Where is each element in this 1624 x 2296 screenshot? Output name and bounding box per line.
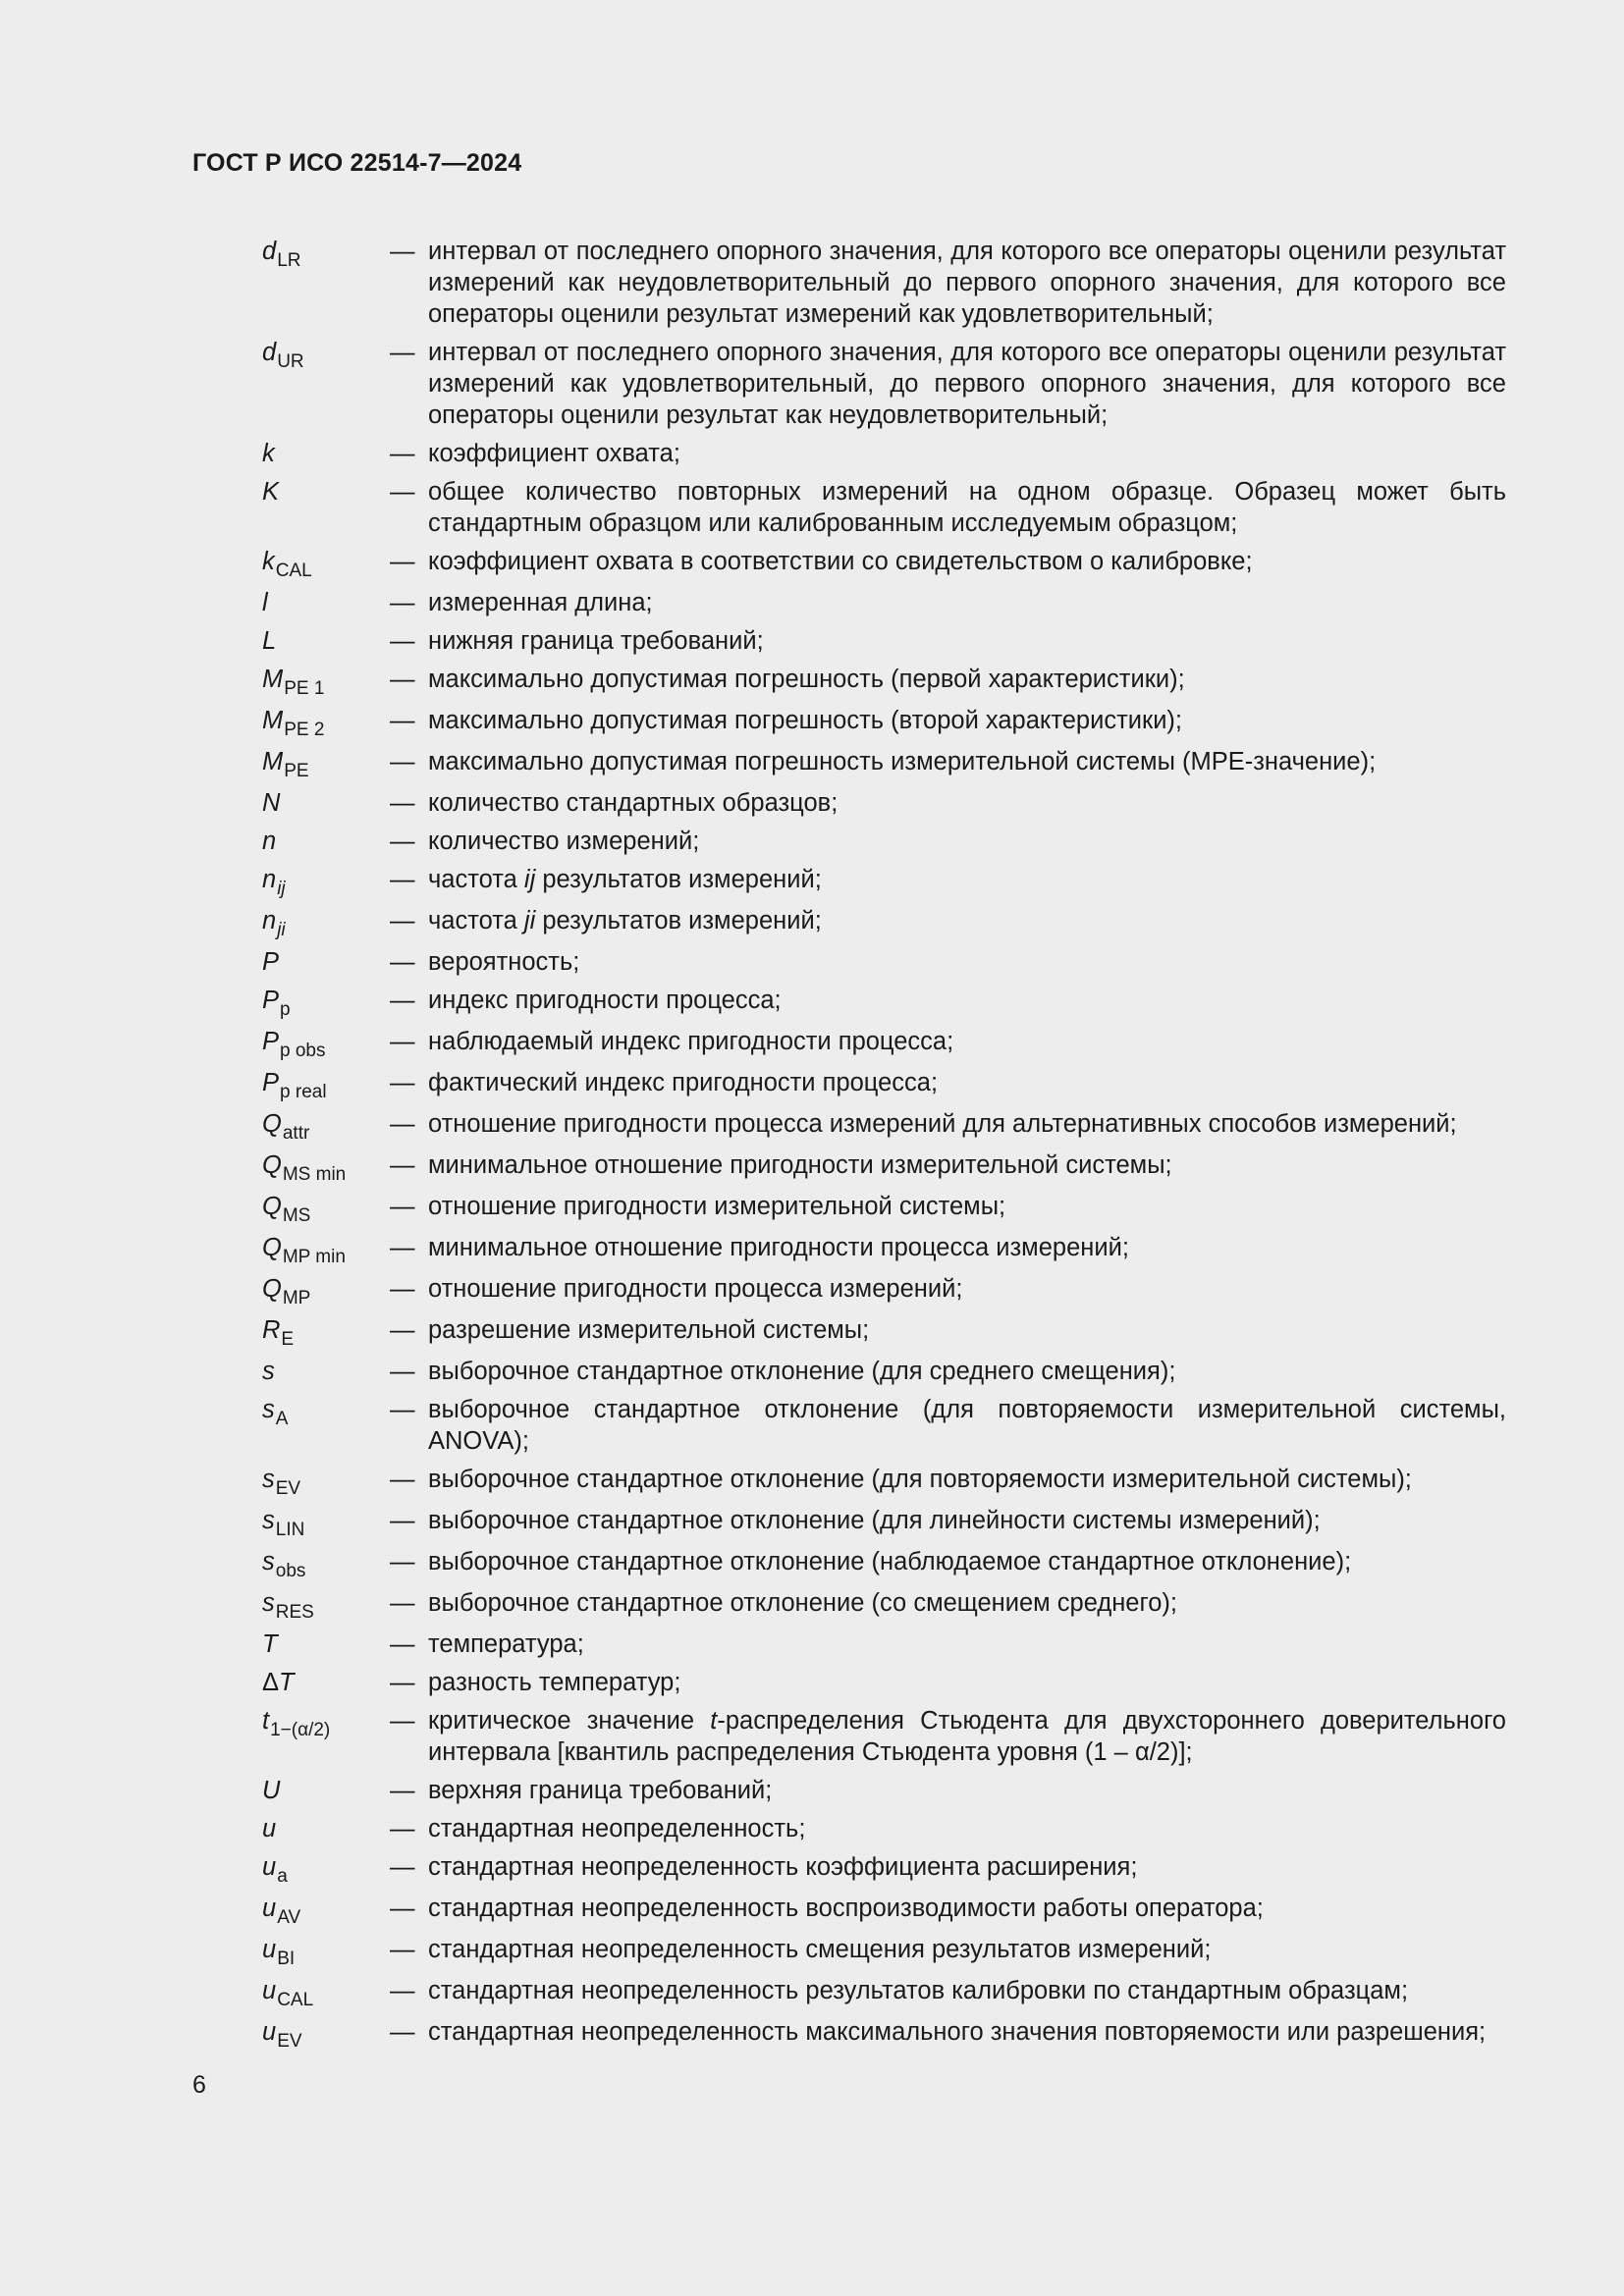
definition-row [262,1546,1506,1580]
definition-row [262,587,1506,618]
symbol-subscript: 1−(α/2) [270,1720,331,1740]
definition-row [262,1394,1506,1457]
definition-text: разрешение измерительной системы; [428,1316,870,1344]
definition-symbol: $s_{obs}$ [262,1548,306,1581]
symbol-subscript: MP min [282,1247,346,1267]
definition-row [262,1975,1506,2009]
page-header: ГОСТ Р ИСО 22514-7—2024 [192,149,522,177]
definition-text: отношение пригодности измерительной системы; [428,1193,1006,1220]
definition-text: измеренная длина; [428,589,653,616]
em-dash: — [390,1630,415,1658]
definition-symbol: $u_{AV}$ [262,1895,301,1928]
symbol-subscript: RES [275,1602,314,1623]
page-number: 6 [192,2071,206,2099]
em-dash: — [390,1151,415,1179]
em-dash: — [390,1669,415,1696]
definition-row [262,438,1506,469]
definition-text: минимальное отношение пригодности измерительной системы; [428,1151,1172,1179]
em-dash: — [390,1358,415,1385]
definition-symbol: $s_A$ [262,1396,289,1429]
definition-row [262,1851,1506,1886]
definition-text: интервал от последнего опорного значения, для которого все операторы оценили результат измерений как неудовлетворительный до первого опорного значения, для которого все операторы оценили результат измерений как удовлетворительный; [428,238,1506,328]
definition-text: верхняя граница требований; [428,1777,773,1804]
definition-symbol: U [262,1777,281,1804]
em-dash: — [390,1028,415,1055]
symbol-subscript: AV [277,1907,301,1928]
definition-text: выборочное стандартное отклонение (для повторяемости измерительной системы); [428,1466,1412,1493]
em-dash: — [390,1777,415,1804]
definition-row [262,985,1506,1019]
definition-text: температура; [428,1630,584,1658]
definition-symbol: u [262,1815,277,1842]
em-dash: — [390,1815,415,1842]
em-dash: — [390,1977,415,2004]
definition-row [262,746,1506,780]
em-dash: — [390,1275,415,1303]
definition-symbol: k [262,440,275,467]
symbol-subscript: LIN [275,1520,305,1540]
definition-text: максимально допустимая погрешность измерительной системы (MPE-значение); [428,748,1377,775]
symbol-subscript: A [275,1409,289,1429]
em-dash: — [390,1396,415,1423]
em-dash: — [390,1507,415,1534]
em-dash: — [390,589,415,616]
em-dash: — [390,2018,415,2046]
definition-row [262,1934,1506,1968]
em-dash: — [390,948,415,976]
definition-row [262,1813,1506,1844]
definition-symbol: $Q_{MP}$ [262,1275,311,1308]
definition-symbol: $M_{PE}$ [262,748,309,781]
definition-row [262,905,1506,939]
definition-symbol: $s_{RES}$ [262,1589,314,1623]
symbol-subscript: EV [277,2031,302,2052]
definition-text: разность температур; [428,1669,681,1696]
definition-row [262,946,1506,978]
symbol-subscript: UR [277,351,304,372]
definition-symbol: $Q_{MS min}$ [262,1151,347,1185]
definition-symbol: $M_{PE 1}$ [262,666,325,699]
definition-symbol: $s_{LIN}$ [262,1507,305,1540]
definition-row [262,1191,1506,1225]
definition-text: отношение пригодности процесса измерений; [428,1275,963,1303]
definition-row [262,1108,1506,1143]
definition-row [262,1464,1506,1498]
definition-row [262,1356,1506,1387]
definition-row [262,1667,1506,1698]
em-dash: — [390,1110,415,1138]
em-dash: — [390,789,415,817]
symbol-subscript: CAL [277,1990,314,2010]
definition-text: индекс пригодности процесса; [428,987,782,1014]
definition-text: максимально допустимая погрешность (первой характеристики); [428,666,1185,693]
definition-row [262,337,1506,431]
em-dash: — [390,238,415,265]
definition-text: стандартная неопределенность результатов калибровки по стандартным образцам; [428,1977,1409,2004]
definition-text: интервал от последнего опорного значения, для которого все операторы оценили результат измерений как удовлетворительный, до первого опорного значения, для которого все операторы оценили результат как неудовлетворительный; [428,339,1506,429]
definition-row [262,546,1506,580]
definition-symbol: $n_{ij}$ [262,866,286,899]
definition-text: коэффициент охвата; [428,440,680,467]
symbol-subscript: obs [275,1561,306,1581]
symbol-subscript: attr [282,1123,310,1144]
em-dash: — [390,627,415,655]
symbol-subscript: MS min [282,1164,347,1185]
definition-text: стандартная неопределенность коэффициента расширения; [428,1853,1138,1881]
definition-symbol: $P_p$ [262,987,291,1020]
definition-symbol: $n_{ji}$ [262,907,286,940]
definition-row [262,1705,1506,1768]
definition-symbol: $d_{UR}$ [262,339,304,372]
symbol-subscript: PE [284,761,309,781]
definition-row [262,1149,1506,1184]
definition-row [262,625,1506,657]
em-dash: — [390,1316,415,1344]
definition-row [262,826,1506,857]
em-dash: — [390,866,415,893]
definition-symbol: $d_{LR}$ [262,238,301,271]
definition-row [262,705,1506,739]
symbol-subscript: PE 1 [284,678,325,699]
em-dash: — [390,1936,415,1963]
symbol-subscript: p [280,999,291,1020]
definition-row [262,664,1506,698]
definition-symbol: N [262,789,281,817]
definition-symbol: $R_E$ [262,1316,295,1350]
definition-text: наблюдаемый индекс пригодности процесса; [428,1028,954,1055]
definition-row [262,1273,1506,1308]
definition-text: отношение пригодности процесса измерений для альтернативных способов измерений; [428,1110,1457,1138]
definition-text: стандартная неопределенность смещения результатов измерений; [428,1936,1212,1963]
definition-text: выборочное стандартное отклонение (наблюдаемое стандартное отклонение); [428,1548,1352,1575]
em-dash: — [390,548,415,575]
definition-symbol: $s_{EV}$ [262,1466,301,1499]
symbol-subscript: MP [282,1288,311,1308]
definition-text: критическое значение t-распределения Стьюдента для двухстороннего доверительного интервала [квантиль распределения Стьюдента уровня (1 – α/2)]; [428,1707,1506,1766]
definition-row [262,864,1506,898]
definition-text: частота ji результатов измерений; [428,907,822,934]
definition-text: стандартная неопределенность максимального значения повторяемости или разрешения; [428,2018,1487,2046]
definition-text: фактический индекс пригодности процесса; [428,1069,939,1096]
em-dash: — [390,1234,415,1261]
symbol-subscript: ij [277,879,286,899]
symbol-subscript: EV [275,1478,301,1499]
definition-text: коэффициент охвата в соответствии со свидетельством о калибровке; [428,548,1253,575]
em-dash: — [390,1589,415,1617]
em-dash: — [390,440,415,467]
em-dash: — [390,907,415,934]
em-dash: — [390,1548,415,1575]
definition-text: количество стандартных образцов; [428,789,839,817]
definition-row [262,1232,1506,1266]
definition-row [262,2016,1506,2051]
definition-row [262,1026,1506,1060]
definition-symbol: s [262,1358,275,1385]
symbol-subscript: ji [277,920,286,940]
definition-symbol: L [262,627,277,655]
definition-text: выборочное стандартное отклонение (со смещением среднего); [428,1589,1177,1617]
definition-symbol: K [262,478,280,506]
symbol-subscript: LR [277,250,301,271]
symbol-subscript: p obs [280,1041,326,1061]
definition-text: нижняя граница требований; [428,627,764,655]
symbol-subscript: E [281,1329,295,1350]
definition-row [262,476,1506,539]
definition-symbol: $Q_{MP min}$ [262,1234,346,1267]
definition-symbol: $P_{p obs}$ [262,1028,326,1061]
symbol-subscript: a [277,1866,288,1887]
definition-text: выборочное стандартное отклонение (для повторяемости измерительной системы, ANOVA); [428,1396,1506,1455]
definition-text: минимальное отношение пригодности процесса измерений; [428,1234,1129,1261]
em-dash: — [390,828,415,855]
definition-symbol: $Q_{attr}$ [262,1110,310,1144]
em-dash: — [390,1707,415,1735]
em-dash: — [390,1853,415,1881]
definition-row [262,1314,1506,1349]
definition-symbol: ΔT [262,1669,295,1696]
definition-symbol: $Q_{MS}$ [262,1193,311,1226]
definition-symbol: $u_{EV}$ [262,2018,302,2052]
definition-row [262,1629,1506,1660]
definition-symbol: $P_{p real}$ [262,1069,327,1102]
definition-symbol: $t_{1-(\alpha/2)}$ [262,1707,331,1740]
em-dash: — [390,987,415,1014]
definitions-list [262,236,1506,2057]
definition-row [262,1505,1506,1539]
definition-row [262,1587,1506,1622]
symbol-subscript: BI [277,1949,296,1969]
definition-symbol: l [262,589,268,616]
definition-text: стандартная неопределенность; [428,1815,806,1842]
definition-symbol: $M_{PE 2}$ [262,707,325,740]
definition-row [262,1067,1506,1101]
definition-row [262,787,1506,819]
definition-row [262,1893,1506,1927]
em-dash: — [390,666,415,693]
symbol-subscript: PE 2 [284,720,325,740]
symbol-subscript: p real [280,1082,327,1102]
em-dash: — [390,1193,415,1220]
symbol-subscript: CAL [275,561,312,581]
definition-text: общее количество повторных измерений на одном образце. Образец может быть стандартным образцом или калиброванным исследуемым образцом; [428,478,1506,537]
definition-text: выборочное стандартное отклонение (для среднего смещения); [428,1358,1176,1385]
em-dash: — [390,478,415,506]
definition-text: максимально допустимая погрешность (второй характеристики); [428,707,1183,734]
definition-text: выборочное стандартное отклонение (для линейности системы измерений); [428,1507,1321,1534]
definition-text: количество измерений; [428,828,700,855]
em-dash: — [390,339,415,366]
definition-symbol: T [262,1630,278,1658]
definition-symbol: $u_a$ [262,1853,288,1887]
definition-text: частота ij результатов измерений; [428,866,822,893]
definition-row [262,1775,1506,1806]
definition-symbol: n [262,828,277,855]
em-dash: — [390,707,415,734]
em-dash: — [390,1466,415,1493]
definition-row [262,236,1506,330]
em-dash: — [390,748,415,775]
definition-symbol: $k_{CAL}$ [262,548,312,581]
symbol-subscript: MS [282,1205,311,1226]
definition-text: вероятность; [428,948,580,976]
definition-symbol: $u_{CAL}$ [262,1977,314,2010]
definition-symbol: $u_{BI}$ [262,1936,296,1969]
em-dash: — [390,1895,415,1922]
em-dash: — [390,1069,415,1096]
definition-symbol: P [262,948,280,976]
definition-text: стандартная неопределенность воспроизводимости работы оператора; [428,1895,1264,1922]
